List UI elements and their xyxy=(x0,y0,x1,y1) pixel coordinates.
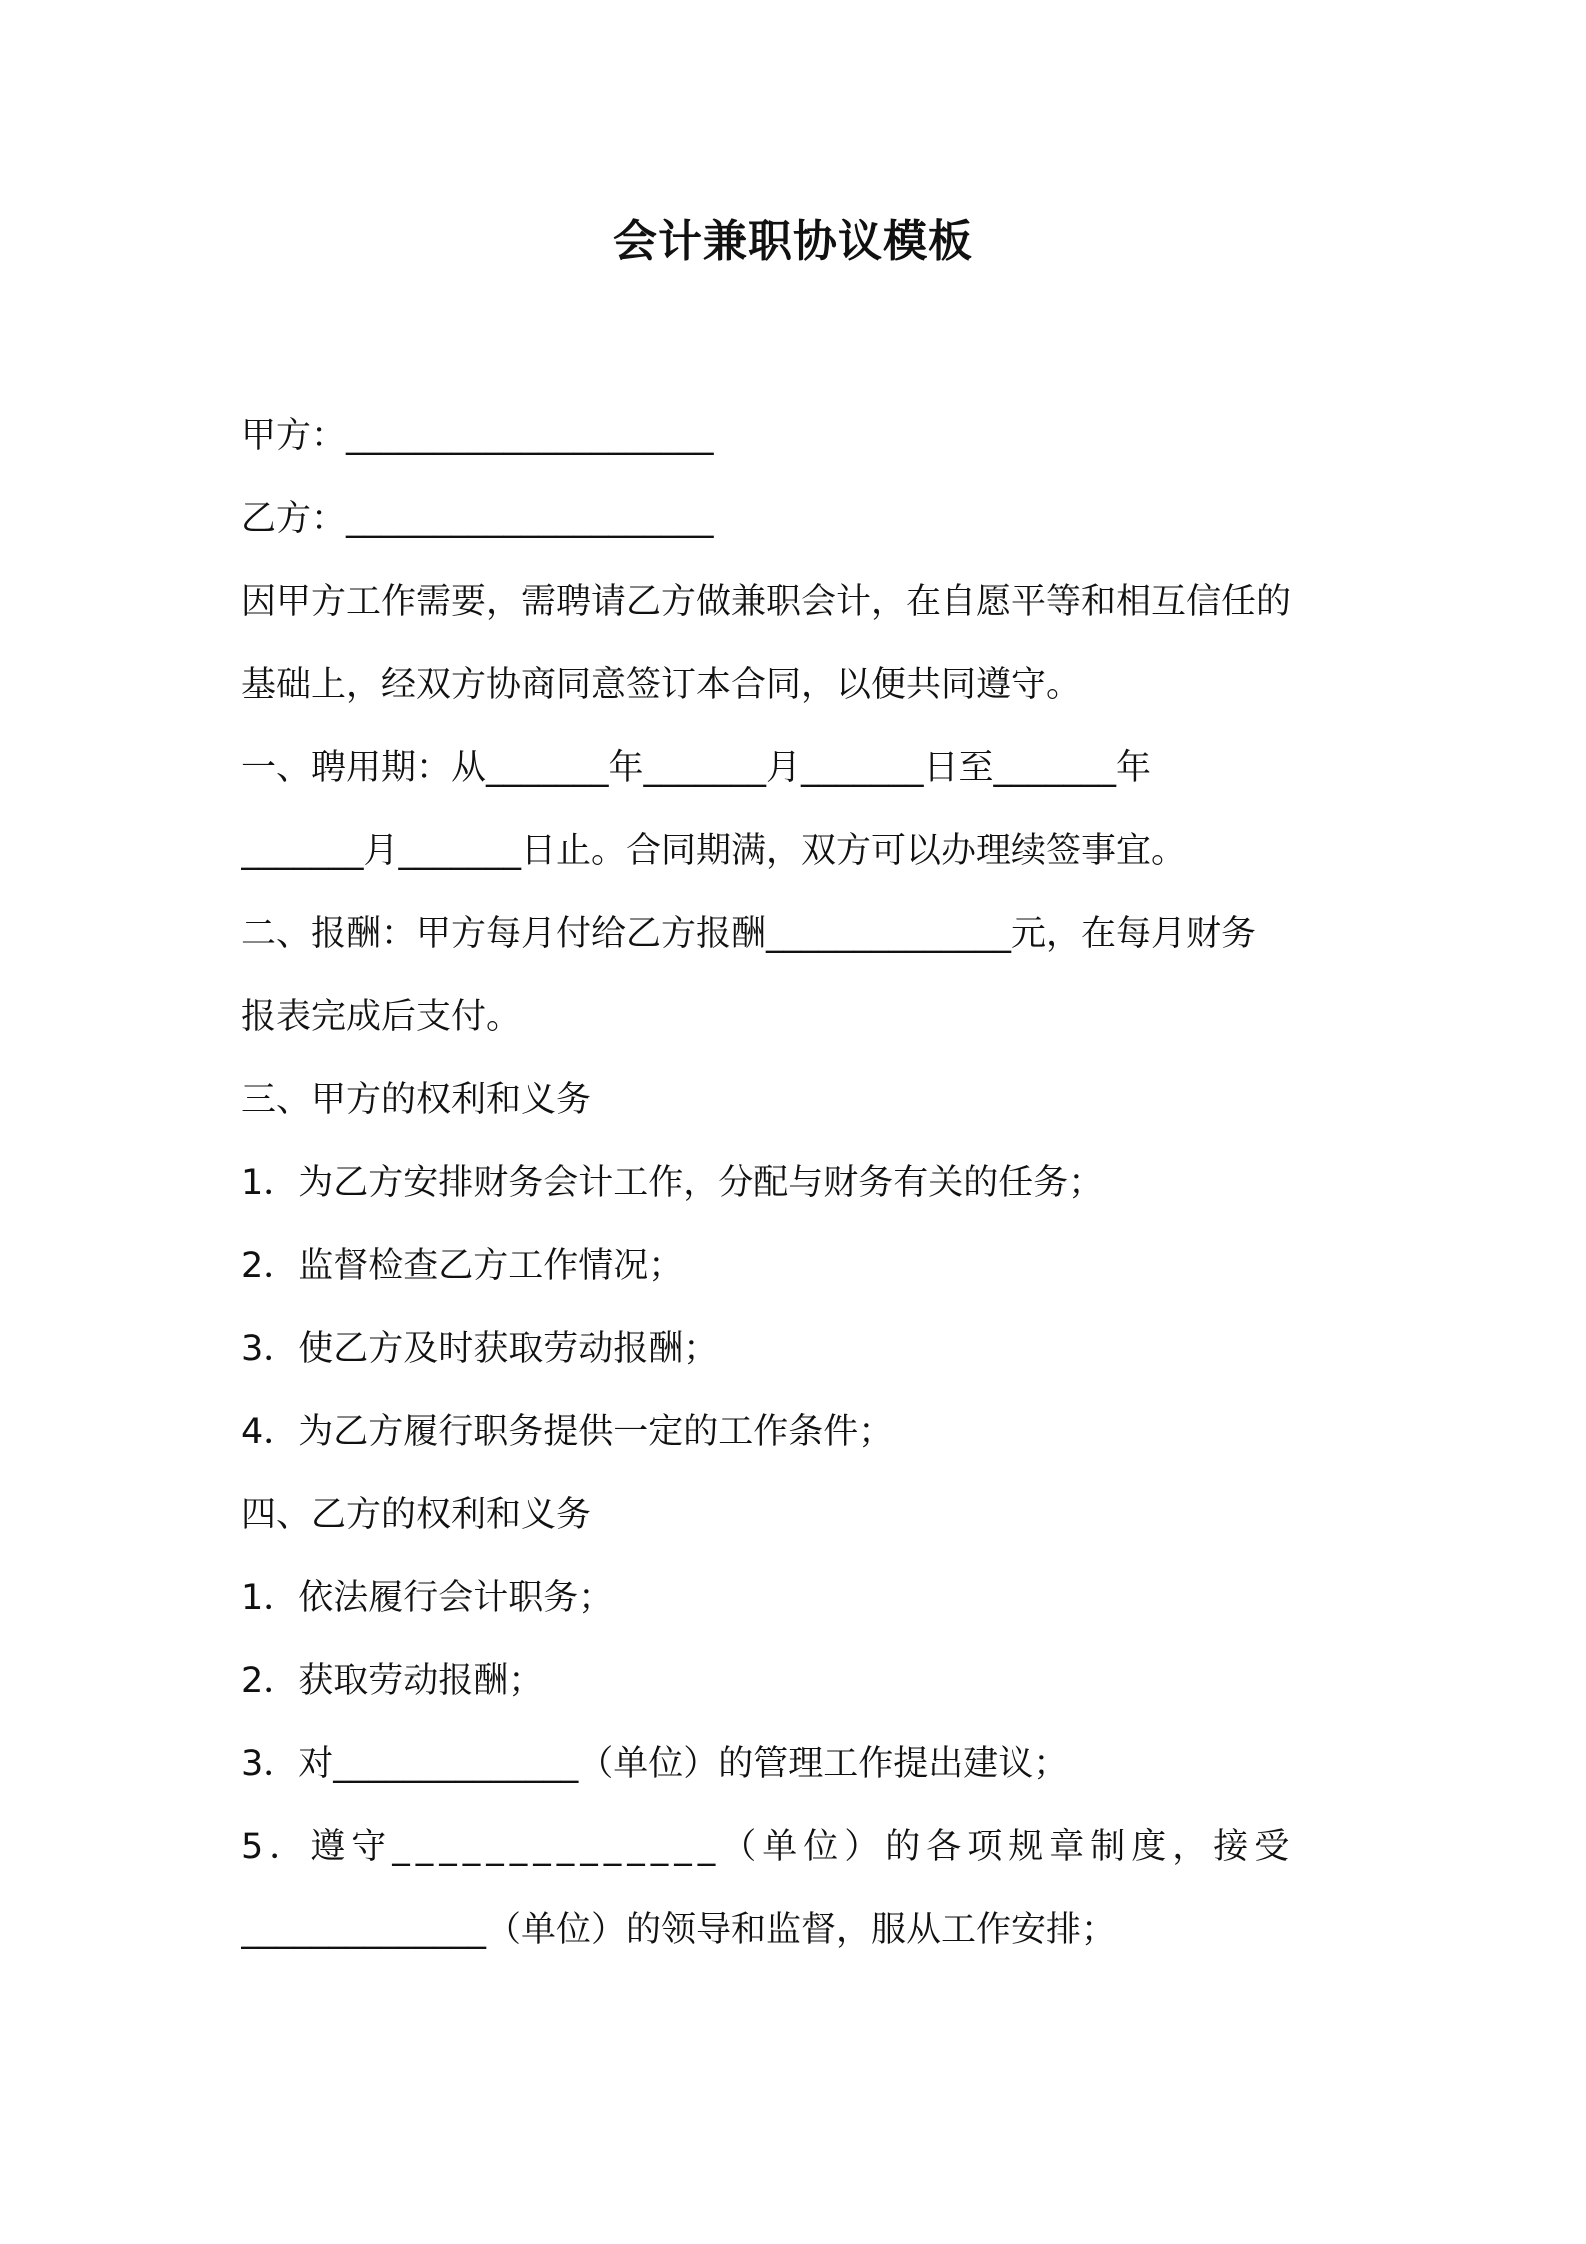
section-heading-party-b-duties: 四、乙方的权利和义务 xyxy=(241,1495,592,1535)
term-clause-line-1: 一、聘用期：从_______年_______月_______日至_______年 xyxy=(241,748,1152,788)
party-a-item-1: 1．为乙方安排财务会计工作，分配与财务有关的任务； xyxy=(241,1163,1104,1203)
party-b-item-5-line-1: 5．遵守______________（单位）的各项规章制度，接受 xyxy=(241,1827,1296,1867)
party-a-item-4: 4．为乙方履行职务提供一定的工作条件； xyxy=(241,1412,894,1452)
preamble-line-1: 因甲方工作需要，需聘请乙方做兼职会计，在自愿平等和相互信任的 xyxy=(241,582,1292,622)
document-title: 会计兼职协议模板 xyxy=(613,216,973,267)
payment-clause-line-1: 二、报酬：甲方每月付给乙方报酬______________元，在每月财务 xyxy=(241,914,1257,954)
party-a-item-2: 2．监督检查乙方工作情况； xyxy=(241,1246,684,1286)
party-b-line: 乙方：_____________________ xyxy=(241,499,714,539)
preamble-line-2: 基础上，经双方协商同意签订本合同，以便共同遵守。 xyxy=(241,665,1082,705)
party-a-item-3: 3．使乙方及时获取劳动报酬； xyxy=(241,1329,719,1369)
section-heading-party-a-duties: 三、甲方的权利和义务 xyxy=(241,1080,592,1120)
party-b-item-5-line-2: ______________（单位）的领导和监督，服从工作安排； xyxy=(241,1910,1117,1950)
party-b-item-1: 1．依法履行会计职务； xyxy=(241,1578,614,1618)
term-clause-line-2: _______月_______日止。合同期满，双方可以办理续签事宜。 xyxy=(241,831,1187,871)
party-b-item-2: 2．获取劳动报酬； xyxy=(241,1661,544,1701)
party-a-line: 甲方：_____________________ xyxy=(241,416,714,456)
payment-clause-line-2: 报表完成后支付。 xyxy=(241,997,522,1037)
party-b-item-3: 3．对______________（单位）的管理工作提出建议； xyxy=(241,1744,1069,1784)
